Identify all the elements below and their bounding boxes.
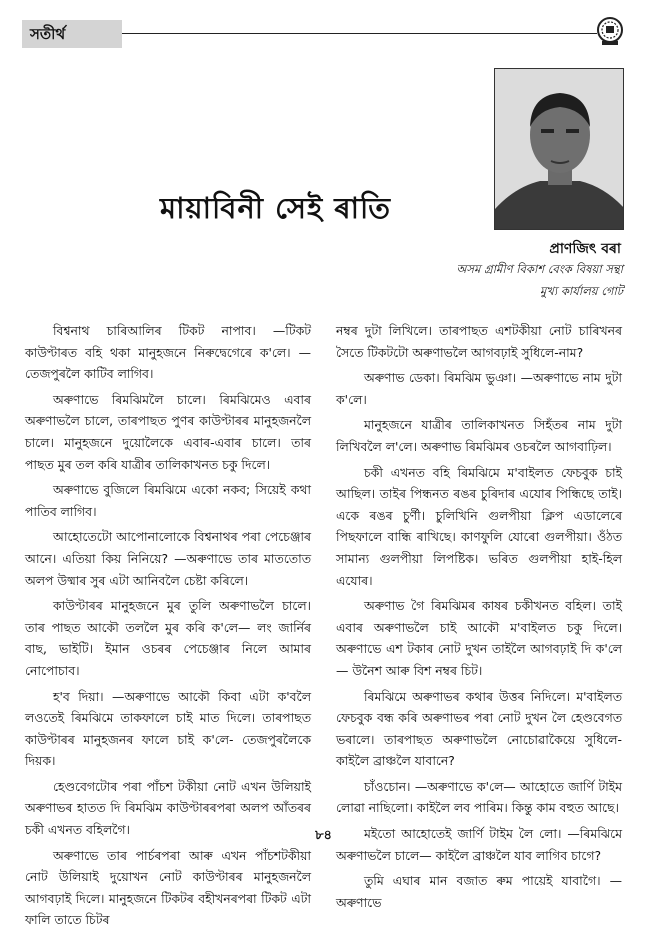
author-name: প্ৰাণজিৎ বৰা bbox=[549, 241, 621, 257]
magazine-logo-icon bbox=[595, 16, 625, 46]
paragraph: কাউণ্টাৰৰ মানুহজনে মুৰ তুলি অৰুণাভলৈ চালে। তাৰ পাছত আকৌ তললৈ মুৰ কৰি ক'লে— লং জাৰ্নিৰ বাছ, ভাইটি। ইমান ওচৰৰ পেচেঞ্জাৰ নিলে আমাৰ নোপোচাব। bbox=[25, 598, 311, 678]
paragraph: অৰুণাভে ৰিমঝিমলৈ চালে। ৰিমঝিমেও এবাৰ অৰুণাভলৈ চালে, তাৰপাছত পুণৰ কাউণ্টাৰৰ মানুহজনলৈ চালে। মানুহজনে দুয়োলৈকে এবাৰ-এবাৰ চালে। তাৰ পাছত মুৰ তল কৰি যাত্ৰীৰ তালিকাখনত চকু দিলে। bbox=[25, 391, 311, 472]
paragraph: অৰুণাভে বুজিলে ৰিমঝিমে একো নকব; সিয়েই কথা পাতিব লাগিব। bbox=[25, 482, 311, 519]
paragraph: তুমি এঘাৰ মান বজাত ৰুম পায়েই যাবাগৈ। —অৰুণাভে bbox=[336, 873, 622, 910]
page-number: ৮৪ bbox=[315, 828, 332, 843]
paragraph: অৰুণাভে তাৰ পাৰ্চৰপৰা আৰু এখন পাঁচশটকীয়া নোট উলিয়াই দুয়োখন নোট কাউণ্টাৰৰ মানুহজনলৈ আগবঢ়াই দিলে। মানুহজনে টিকটৰ বহীখনৰপৰা টিকট এটা ফালি তাতে চিটৰ bbox=[25, 847, 311, 928]
paragraph: অৰুণাভ গৈ ৰিমঝিমৰ কাষৰ চকীখনত বহিল। তাই এবাৰ অৰুণাভলৈ চাই আকৌ ম'বাইলত চকু দিলে। অৰুণাভে এশ টকাৰ নোট দুখন তাইলৈ আগবঢ়াই দি ক'লে— উনৈশ আৰু বিশ নম্বৰ চিট। bbox=[336, 598, 622, 678]
affiliation-line-1: অসম গ্ৰামীণ বিকাশ বেংক বিষয়া সন্থা bbox=[456, 262, 623, 276]
paragraph: নম্বৰ দুটা লিখিলে। তাৰপাছত এশটকীয়া নোট চাৰিখনৰ সৈতে টিকটটো অৰুণাভলৈ আগবঢ়াই সুধিলে-নাম? bbox=[336, 323, 622, 360]
header-rule bbox=[122, 33, 597, 34]
section-title: সতীৰ্থ bbox=[30, 25, 66, 43]
paragraph: মইতো আহোতেই জাৰ্ণি টাইম লৈ লো। —ৰিমঝিমে অৰুণাভলৈ চালে— কাইলৈ ব্ৰাঞ্চলৈ যাব লাগিব চাগে? bbox=[336, 826, 622, 863]
paragraph: ৰিমঝিমে অৰুণাভৰ কথাৰ উত্তৰ নিদিলে। ম'বাইলত ফেচবুক বন্ধ কৰি অৰুণাভৰ পৰা নোট দুখন লৈ হেণ্ডবেগত ভৰালে। তাৰপাছত অৰুণাভলৈ নোচোৱাকৈয়ে সুধিলে- কাইলৈ ব্ৰাঞ্চলৈ যাবানে? bbox=[336, 688, 622, 769]
paragraph: চকী এখনত বহি ৰিমঝিমে ম'বাইলত ফেচবুক চাই আছিল। তাইৰ পিন্ধনত ৰঙৰ চুৰিদাৰ এযোৰ পিন্ধিছে তাই। একে ৰঙৰ চুৰ্ণী। চুলিখিনি গুলপীয়া ক্লিপ এডালেৰে পিছফালে বান্ধি ৰাখিছে। কাণফুলি যোৰো গুলপীয়া। ওঁঠত সামান্য গুলপীয়া লিপষ্টিক। ভৰিত গুলপীয়া হাই-হিল এযোৰ। bbox=[336, 464, 622, 588]
paragraph: মানুহজনে যাত্ৰীৰ তালিকাখনত সিহঁতৰ নাম দুটা লিখিবলৈ ল'লে। অৰুণাভ ৰিমঝিমৰ ওচৰলৈ আগবাঢ়িল। bbox=[336, 417, 622, 454]
paragraph: চাঁওচোন। —অৰুণাভে ক'লে— আহোতে জাৰ্ণি টাইম লোৱা নাছিলো। কাইলৈ লব পাৰিম। কিন্তু কাম বহুত আছে। bbox=[336, 778, 622, 816]
paragraph: হ'ব দিয়া। —অৰুণাভে আকৌ কিবা এটা ক'বলৈ লওতেই ৰিমঝিমে তাকফালে চাই মাত দিলে। তাৰপাছত কাউণ্টাৰৰ মানুহজনৰ ফালে চাই ক'লে- তেজপুৰলৈকে দিয়ক। bbox=[25, 688, 311, 769]
paragraph: অৰুণাভ ডেকা। ৰিমঝিম ভুঞা। —অৰুণাভে নাম দুটা ক'লে। bbox=[336, 370, 622, 407]
author-photo bbox=[494, 68, 624, 230]
paragraph: আহোতেটো আপোনালোকে বিশ্বনাথৰ পৰা পেচেঞ্জাৰ আনে। এতিয়া কিয় নিনিয়ে? —অৰুণাভে তাৰ মাততোত অলপ উষ্মাৰ সুৰ এটা আনিবলৈ চেষ্টা কৰিলে। bbox=[25, 529, 311, 588]
paragraph: হেণ্ডবেগটোৰ পৰা পাঁচশ টকীয়া নোট এখন উলিয়াই অৰুণাভৰ হাতত দি ৰিমঝিম কাউণ্টাৰৰপৰা অলপ আঁতৰৰ চকী এখনত বহিলগৈ। bbox=[25, 778, 311, 838]
article-title: মায়াবিনী সেই ৰাতি bbox=[160, 191, 392, 225]
affiliation-line-2: মুখ্য কাৰ্যালয় গোট bbox=[539, 284, 623, 298]
author-affiliation bbox=[456, 258, 623, 302]
paragraph: বিশ্বনাথ চাৰিআলিৰ টিকট নাপাব। —টিকট কাউণ্টাৰত বহি থকা মানুহজনে নিৰুদ্বেগেৰে ক'লে। —তেজপুৰলৈ কাটিব লাগিব। bbox=[25, 323, 311, 382]
